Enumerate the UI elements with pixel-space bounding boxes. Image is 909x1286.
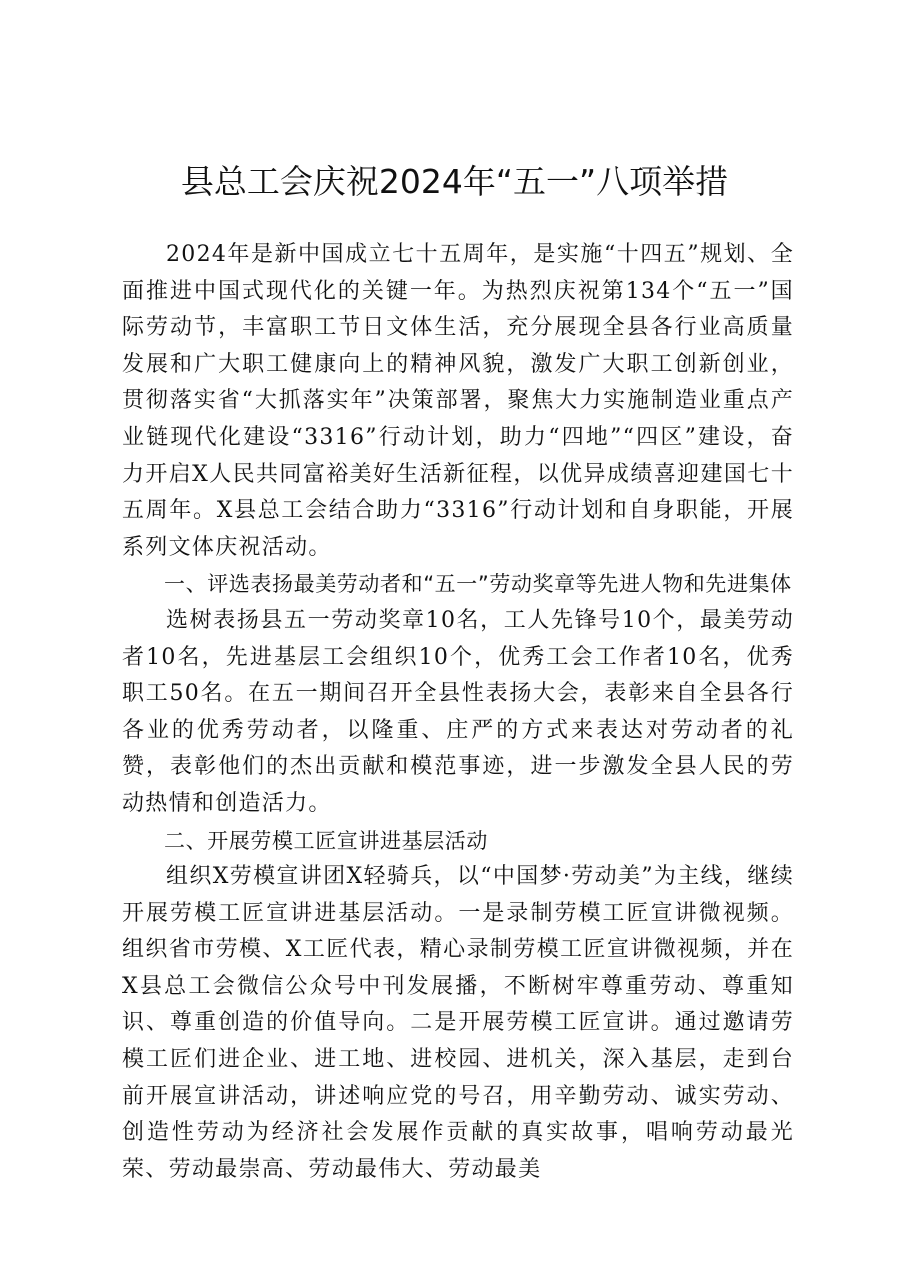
section-1-heading: 一、评选表扬最美劳动者和“五一”劳动奖章等先进人物和先进集体 [164,572,792,597]
section-2-heading: 二、开展劳模工匠宣讲进基层活动 [164,828,488,853]
document-title: 县总工会庆祝2024年“五一”八项举措 [180,162,729,201]
document-body [122,237,794,1188]
intro-paragraph: 2024年是新中国成立七十五周年，是实施“十四五”规划、全面推进中国式现代化的关键一年。为热烈庆祝第134个“五一”国际劳动节，丰富职工节日文体生活，充分展现全县各行业高质量发展和广大职工健康向上的精神风貌，激发广大职工创新创业，贯彻落实省“大抓落实年”决策部署，聚焦大力实施制造业重点产业链现代化建设“3316”行动计划，助力“四地”“四区”建设，奋力开启X人民共同富裕美好生活新征程，以优异成绩喜迎建国七十五周年。X县总工会结合助力“3316”行动计划和自身职能，开展系列文体庆祝活动。 [122,242,794,560]
section-1-paragraph: 选树表扬县五一劳动奖章10名，工人先锋号10个，最美劳动者10名，先进基层工会组织10个，优秀工会工作者10名，优秀职工50名。在五一期间召开全县性表扬大会，表彰来自全县各行各业的优秀劳动者，以隆重、庄严的方式来表达对劳动者的礼赞，表彰他们的杰出贡献和模范事迹，进一步激发全县人民的劳动热情和创造活力。 [122,607,794,816]
section-2-paragraph: 组织X劳模宣讲团X轻骑兵，以“中国梦·劳动美”为主线，继续开展劳模工匠宣讲进基层活动。一是录制劳模工匠宣讲微视频。组织省市劳模、X工匠代表，精心录制劳模工匠宣讲微视频，并在X县总工会微信公众号中刊发展播，不断树牢尊重劳动、尊重知识、尊重创造的价值导向。二是开展劳模工匠宣讲。通过邀请劳模工匠们进企业、进工地、进校园、进机关，深入基层，走到台前开展宣讲活动，讲述响应党的号召，用辛勤劳动、诚实劳动、创造性劳动为经济社会发展作贡献的真实故事，唱响劳动最光荣、劳动最崇高、劳动最伟大、劳动最美 [122,864,794,1182]
